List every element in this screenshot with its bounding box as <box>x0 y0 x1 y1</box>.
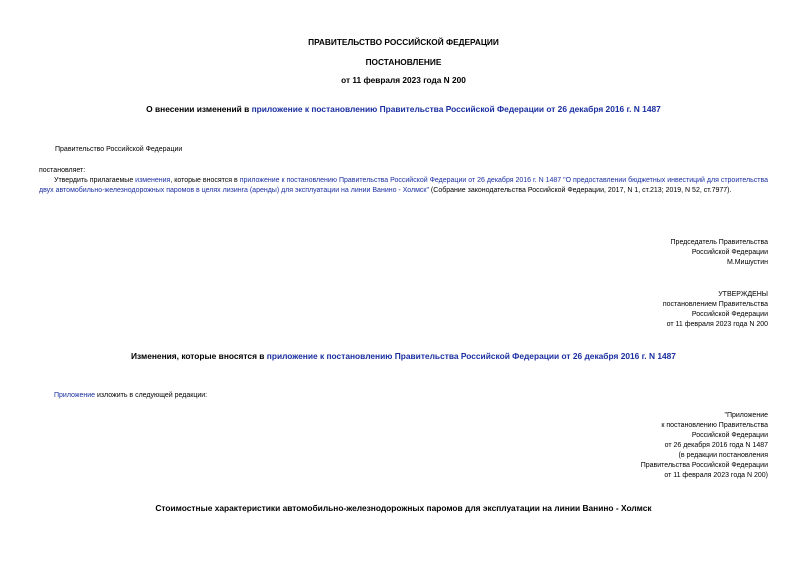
approved-line-1: УТВЕРЖДЕНЫ <box>718 291 768 298</box>
changes-title-link[interactable]: приложение к постановлению Правительства Российской Федерации от 26 декабря 2016 г. N 1487 <box>266 351 676 361</box>
changes-instruction <box>54 391 207 401</box>
resolves-label: постановляет: <box>39 167 86 174</box>
approved-line-4: от 11 февраля 2023 года N 200 <box>666 321 768 328</box>
p1-text-b: , которые вносятся в <box>170 177 240 184</box>
changes-link[interactable]: изменения <box>135 177 171 184</box>
p1-text-a: Утвердить прилагаемые <box>54 177 136 184</box>
changes-title <box>0 351 807 361</box>
signature-block <box>671 238 768 268</box>
signature-line-1: Председатель Правительства <box>670 239 768 246</box>
annex-decree-link[interactable]: приложение к постановлению Правительства Российской Федерации от 26 декабря 2016 г. N 1487 "О предоставлении бюджетных инвестиций для строительства двух автомобильно-железнодорожных паромов в целях лизинга (аренды) для эксплуатации на линии Ванино - Холмск" <box>39 177 768 195</box>
annex-line-1: "Приложение <box>724 412 768 419</box>
document-type: ПОСТАНОВЛЕНИЕ <box>365 57 442 67</box>
title-annex-link[interactable]: приложение к постановлению Правительства Российской Федерации от 26 декабря 2016 г. N 1487 <box>251 104 661 114</box>
final-title: Стоимостные характеристики автомобильно-железнодорожных паромов для эксплуатации на линии Ванино - Холмск <box>155 503 652 513</box>
p1-text-c: (Собрание законодательства Российской Федерации, 2017, N 1, ст.213; 2019, N 52, ст.7977). <box>428 187 732 195</box>
changes-title-prefix: Изменения, которые вносятся в <box>131 351 267 361</box>
signature-name: М.Мишустин <box>726 259 768 266</box>
annex-line-3: Российской Федерации <box>691 432 768 439</box>
approved-block <box>663 290 768 330</box>
annex-line-5: (в редакции постановления <box>678 452 768 459</box>
annex-link[interactable]: Приложение <box>54 392 96 399</box>
annex-line-7: от 11 февраля 2023 года N 200) <box>664 472 768 479</box>
annex-line-2: к постановлению Правительства <box>661 422 768 429</box>
annex-line-6: Правительства Российской Федерации <box>640 462 768 469</box>
annex-block <box>641 411 768 481</box>
document-title-prefix: О внесении изменений в <box>146 104 252 114</box>
resolution-paragraph <box>39 176 768 196</box>
document-date-number: от 11 февраля 2023 года N 200 <box>341 75 466 85</box>
annex-line-4: от 26 декабря 2016 года N 1487 <box>664 442 768 449</box>
changes-instruction-text: изложить в следующей редакции: <box>95 392 208 399</box>
signature-line-2: Российской Федерации <box>691 249 768 256</box>
government-heading: ПРАВИТЕЛЬСТВО РОССИЙСКОЙ ФЕДЕРАЦИИ <box>308 37 499 47</box>
approved-line-2: постановлением Правительства <box>662 301 768 308</box>
issuer: Правительство Российской Федерации <box>55 146 183 153</box>
approved-line-3: Российской Федерации <box>691 311 768 318</box>
document-title <box>0 104 807 114</box>
